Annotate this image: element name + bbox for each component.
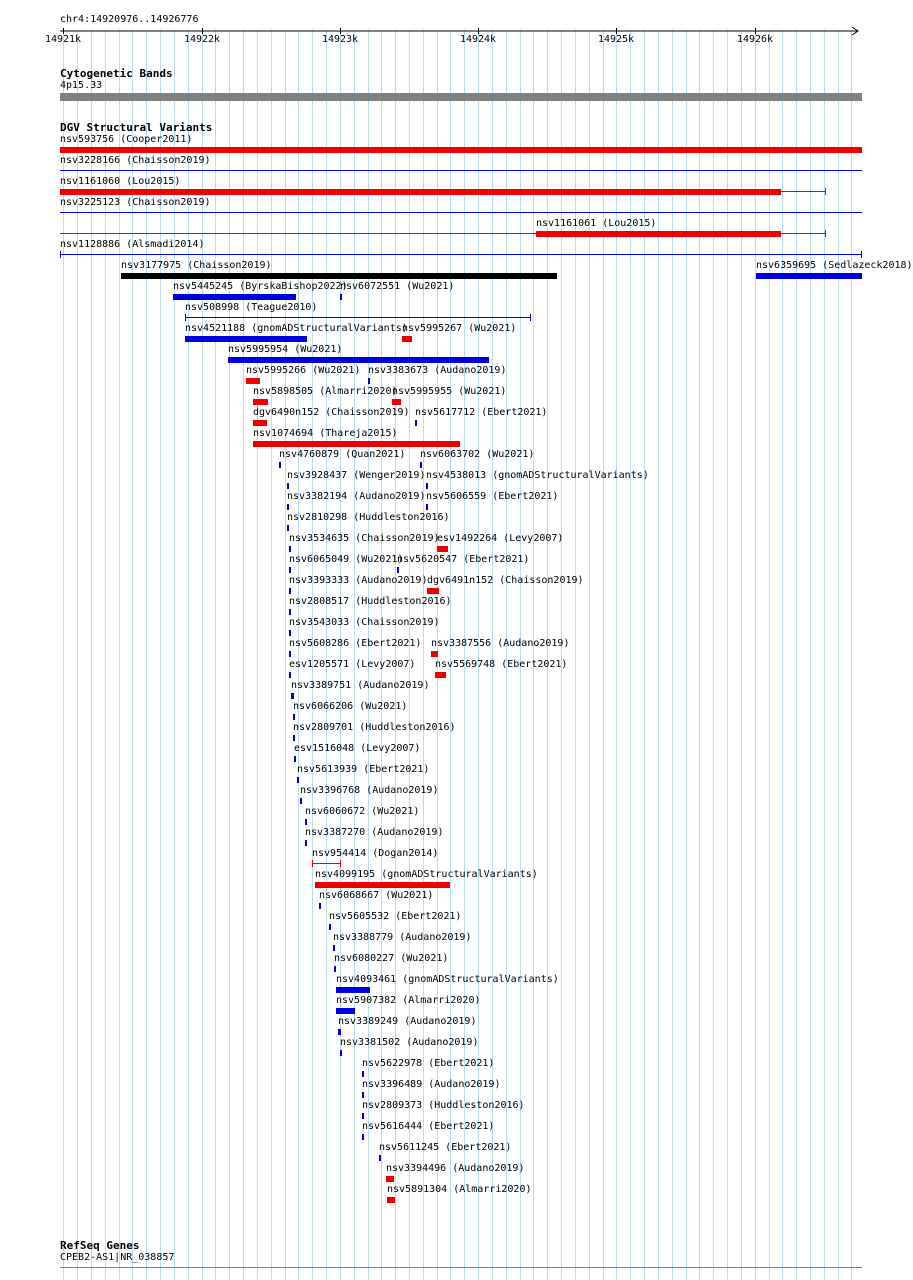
grid-line (782, 30, 783, 1280)
variant-label[interactable]: nsv6060672 (Wu2021) (305, 806, 420, 817)
grid-line (132, 30, 133, 1280)
variant-label[interactable]: nsv4521188 (gnomADStructuralVariants) (185, 323, 408, 334)
variant-label[interactable]: nsv3388779 (Audano2019) (333, 932, 472, 943)
variant-label[interactable]: nsv3396489 (Audano2019) (362, 1079, 501, 1090)
variant-bar[interactable] (426, 483, 428, 489)
variant-bar[interactable] (279, 462, 281, 468)
grid-line (312, 30, 313, 1280)
variant-label[interactable]: nsv1074694 (Thareja2015) (253, 428, 398, 439)
refseq-track-title: RefSeq Genes (60, 1239, 140, 1252)
variant-bar[interactable] (287, 525, 289, 531)
refseq-gene-line[interactable] (60, 1267, 862, 1268)
grid-line (506, 30, 507, 1280)
grid-line (727, 30, 728, 1280)
ruler-tick-label: 14926k (736, 34, 774, 45)
variant-bar[interactable] (415, 420, 417, 426)
grid-line (257, 30, 258, 1280)
variant-label[interactable]: nsv2809701 (Huddleston2016) (293, 722, 456, 733)
variant-bar[interactable] (60, 212, 862, 213)
grid-line (395, 30, 396, 1280)
grid-line (381, 30, 382, 1280)
grid-line (368, 30, 369, 1280)
grid-line (796, 30, 797, 1280)
variant-thin-line (781, 191, 825, 192)
cytoband-label: 4p15.33 (60, 80, 103, 91)
variant-label[interactable]: nsv5445245 (ByrskaBishop2022) (173, 281, 348, 292)
variant-label[interactable]: nsv3381502 (Audano2019) (340, 1037, 479, 1048)
cytoband-track-title: Cytogenetic Bands (60, 67, 173, 80)
variant-bar[interactable] (362, 1113, 364, 1119)
variant-bar[interactable] (289, 546, 291, 552)
refseq-gene-label[interactable]: CPEB2-AS1|NR_038857 (60, 1252, 175, 1263)
variant-label[interactable]: nsv4760879 (Quan2021) (279, 449, 406, 460)
variant-label[interactable]: nsv5569748 (Ebert2021) (435, 659, 568, 670)
grid-line (146, 30, 147, 1280)
variant-label[interactable]: nsv3225123 (Chaisson2019) (60, 197, 211, 208)
grid-line (215, 30, 216, 1280)
variant-bar[interactable] (228, 357, 489, 363)
variant-label[interactable]: nsv5605532 (Ebert2021) (329, 911, 462, 922)
grid-line (851, 30, 852, 1280)
variant-label[interactable]: nsv5891304 (Almarri2020) (387, 1184, 532, 1195)
variant-bar[interactable] (60, 254, 862, 255)
variant-label[interactable]: nsv1161061 (Lou2015) (536, 218, 657, 229)
variant-bar[interactable] (426, 504, 428, 510)
grid-line (105, 30, 106, 1280)
variant-label[interactable]: nsv3396768 (Audano2019) (300, 785, 439, 796)
grid-line (326, 30, 327, 1280)
ruler-tick-label: 14924k (459, 34, 497, 45)
variant-label[interactable]: nsv3393333 (Audano2019) (289, 575, 428, 586)
variant-bar[interactable] (329, 924, 331, 930)
variant-label[interactable]: nsv5620547 (Ebert2021) (397, 554, 530, 565)
variant-label[interactable]: nsv3382194 (Audano2019) (287, 491, 426, 502)
variant-bar[interactable] (362, 1071, 364, 1077)
variant-bar[interactable] (334, 966, 336, 972)
grid-line (63, 30, 64, 1280)
variant-label[interactable]: nsv5907382 (Almarri2020) (336, 995, 481, 1006)
variant-label[interactable]: nsv6068667 (Wu2021) (319, 890, 434, 901)
variant-bar[interactable] (333, 945, 335, 951)
ruler-tick-label: 14923k (321, 34, 359, 45)
grid-line (298, 30, 299, 1280)
grid-line (838, 30, 839, 1280)
variant-bar[interactable] (289, 630, 291, 636)
variant-label[interactable]: nsv2810298 (Huddleston2016) (287, 512, 450, 523)
variant-label[interactable]: nsv5608286 (Ebert2021) (289, 638, 422, 649)
variant-label[interactable]: dgv6491n152 (Chaisson2019) (427, 575, 584, 586)
variant-bar[interactable] (387, 1197, 395, 1203)
ruler-tick-label: 14925k (597, 34, 635, 45)
ruler-tick-label: 14921k (44, 34, 82, 45)
variant-label[interactable]: nsv3543033 (Chaisson2019) (289, 617, 440, 628)
variant-label[interactable]: nsv5616444 (Ebert2021) (362, 1121, 495, 1132)
grid-line (741, 30, 742, 1280)
grid-line (450, 30, 451, 1280)
variant-bar[interactable] (305, 840, 307, 846)
grid-line (755, 30, 756, 1280)
variant-label[interactable]: nsv593756 (Cooper2011) (60, 134, 193, 145)
variant-label[interactable]: nsv2809373 (Huddleston2016) (362, 1100, 525, 1111)
grid-line (423, 30, 424, 1280)
grid-line (769, 30, 770, 1280)
variant-bar[interactable] (60, 170, 862, 171)
variant-label[interactable]: nsv508998 (Teague2010) (185, 302, 318, 313)
variant-label[interactable]: nsv1161060 (Lou2015) (60, 176, 181, 187)
variant-label[interactable]: nsv3387270 (Audano2019) (305, 827, 444, 838)
variant-bar[interactable] (300, 798, 302, 804)
variant-bar[interactable] (289, 588, 291, 594)
variant-bar[interactable] (287, 504, 289, 510)
variant-label[interactable]: nsv6066206 (Wu2021) (293, 701, 408, 712)
variant-bar[interactable] (338, 1029, 341, 1035)
variant-bar[interactable] (315, 882, 450, 888)
variant-bar[interactable] (362, 1092, 364, 1098)
variant-label[interactable]: nsv6359695 (Sedlazeck2018) (756, 260, 913, 271)
variant-bar[interactable] (291, 693, 294, 699)
variant-endcap (825, 188, 826, 195)
grid-line (658, 30, 659, 1280)
variant-label[interactable]: nsv5898505 (Almarri2020) (253, 386, 398, 397)
variant-label[interactable]: esv1492264 (Levy2007) (437, 533, 564, 544)
variant-bar[interactable] (340, 1050, 342, 1056)
variant-label[interactable]: nsv3177975 (Chaisson2019) (121, 260, 272, 271)
variant-label[interactable]: nsv3394496 (Audano2019) (386, 1163, 525, 1174)
variant-label[interactable]: nsv5613939 (Ebert2021) (297, 764, 430, 775)
variant-bar[interactable] (185, 317, 531, 318)
variant-bar[interactable] (312, 863, 341, 864)
variant-bar[interactable] (420, 462, 422, 468)
variant-label[interactable]: nsv5606559 (Ebert2021) (426, 491, 559, 502)
variant-label[interactable]: esv1516048 (Levy2007) (294, 743, 421, 754)
grid-line (533, 30, 534, 1280)
variant-label[interactable]: nsv6072551 (Wu2021) (340, 281, 455, 292)
grid-line (810, 30, 811, 1280)
variant-bar[interactable] (293, 735, 295, 741)
locus-label: chr4:14920976..14926776 (60, 14, 199, 25)
variant-bar[interactable] (392, 399, 401, 405)
variant-bar[interactable] (402, 336, 412, 342)
variant-label[interactable]: nsv3387556 (Audano2019) (431, 638, 570, 649)
ruler-tick-label: 14922k (183, 34, 221, 45)
grid-line (119, 30, 120, 1280)
grid-line (160, 30, 161, 1280)
variant-label[interactable]: nsv3383673 (Audano2019) (368, 365, 507, 376)
variant-label[interactable]: nsv6065049 (Wu2021) (289, 554, 404, 565)
grid-line (824, 30, 825, 1280)
grid-line (478, 30, 479, 1280)
variant-bar[interactable] (386, 1176, 394, 1182)
variant-bar[interactable] (336, 1008, 355, 1014)
variant-bar[interactable] (297, 777, 299, 783)
variant-endcap (825, 230, 826, 237)
variant-bar[interactable] (253, 441, 460, 447)
grid-line (686, 30, 687, 1280)
variant-label[interactable]: esv1205571 (Levy2007) (289, 659, 416, 670)
grid-line (340, 30, 341, 1280)
variant-bar[interactable] (289, 609, 291, 615)
grid-line (672, 30, 673, 1280)
variant-label[interactable]: nsv1128886 (Alsmadi2014) (60, 239, 205, 250)
variant-bar[interactable] (427, 588, 439, 594)
variant-bar[interactable] (287, 483, 289, 489)
variant-bar[interactable] (756, 273, 862, 279)
variant-label[interactable]: nsv954414 (Dogan2014) (312, 848, 439, 859)
variant-bar[interactable] (246, 378, 260, 384)
variant-bar[interactable] (305, 819, 307, 825)
grid-line (492, 30, 493, 1280)
grid-line (271, 30, 272, 1280)
variant-label[interactable]: nsv5995955 (Wu2021) (392, 386, 507, 397)
grid-line (229, 30, 230, 1280)
variant-bar[interactable] (60, 189, 781, 195)
variant-label[interactable]: nsv5995267 (Wu2021) (402, 323, 517, 334)
grid-line (77, 30, 78, 1280)
variant-label[interactable]: nsv5995954 (Wu2021) (228, 344, 343, 355)
variant-label[interactable]: nsv2808517 (Huddleston2016) (289, 596, 452, 607)
grid-line (409, 30, 410, 1280)
variant-bar[interactable] (379, 1155, 381, 1161)
grid-line (174, 30, 175, 1280)
grid-line (699, 30, 700, 1280)
grid-line (520, 30, 521, 1280)
variant-label[interactable]: nsv4099195 (gnomADStructuralVariants) (315, 869, 538, 880)
variant-bar[interactable] (121, 273, 557, 279)
variant-bar[interactable] (289, 651, 291, 657)
variant-bar[interactable] (253, 420, 267, 426)
variant-bar[interactable] (397, 567, 399, 573)
variant-label[interactable]: dgv6490n152 (Chaisson2019) (253, 407, 410, 418)
grid-line (202, 30, 203, 1280)
variant-label[interactable]: nsv3928437 (Wenger2019) (287, 470, 426, 481)
variant-label[interactable]: nsv3228166 (Chaisson2019) (60, 155, 211, 166)
cytoband-bar[interactable] (60, 93, 862, 101)
variant-label[interactable]: nsv6080227 (Wu2021) (334, 953, 449, 964)
grid-line (285, 30, 286, 1280)
variant-label[interactable]: nsv3389751 (Audano2019) (291, 680, 430, 691)
variant-bar[interactable] (437, 546, 448, 552)
grid-line (188, 30, 189, 1280)
variant-bar[interactable] (253, 399, 268, 405)
variant-label[interactable]: nsv5617712 (Ebert2021) (415, 407, 548, 418)
variant-bar[interactable] (289, 672, 291, 678)
variant-bar[interactable] (293, 714, 295, 720)
variant-label[interactable]: nsv3534635 (Chaisson2019) (289, 533, 440, 544)
dgv-track-title: DGV Structural Variants (60, 121, 213, 134)
variant-bar[interactable] (185, 336, 307, 342)
variant-bar[interactable] (173, 294, 296, 300)
variant-bar[interactable] (340, 294, 342, 300)
grid-line (243, 30, 244, 1280)
variant-bar[interactable] (431, 651, 438, 657)
variant-bar[interactable] (294, 756, 296, 762)
variant-bar[interactable] (435, 672, 446, 678)
variant-label[interactable]: nsv6063702 (Wu2021) (420, 449, 535, 460)
variant-label[interactable]: nsv4093461 (gnomADStructuralVariants) (336, 974, 559, 985)
variant-bar[interactable] (289, 567, 291, 573)
variant-bar[interactable] (336, 987, 370, 993)
variant-bar[interactable] (319, 903, 321, 909)
grid-line (91, 30, 92, 1280)
variant-bar[interactable] (60, 147, 862, 153)
grid-line (464, 30, 465, 1280)
grid-line (713, 30, 714, 1280)
variant-label[interactable]: nsv4538013 (gnomADStructuralVariants) (426, 470, 649, 481)
variant-label[interactable]: nsv5995266 (Wu2021) (246, 365, 361, 376)
variant-bar[interactable] (536, 231, 781, 237)
variant-label[interactable]: nsv5611245 (Ebert2021) (379, 1142, 512, 1153)
variant-label[interactable]: nsv5622978 (Ebert2021) (362, 1058, 495, 1069)
variant-bar[interactable] (362, 1134, 364, 1140)
grid-line (354, 30, 355, 1280)
variant-label[interactable]: nsv3389249 (Audano2019) (338, 1016, 477, 1027)
variant-bar[interactable] (368, 378, 370, 384)
